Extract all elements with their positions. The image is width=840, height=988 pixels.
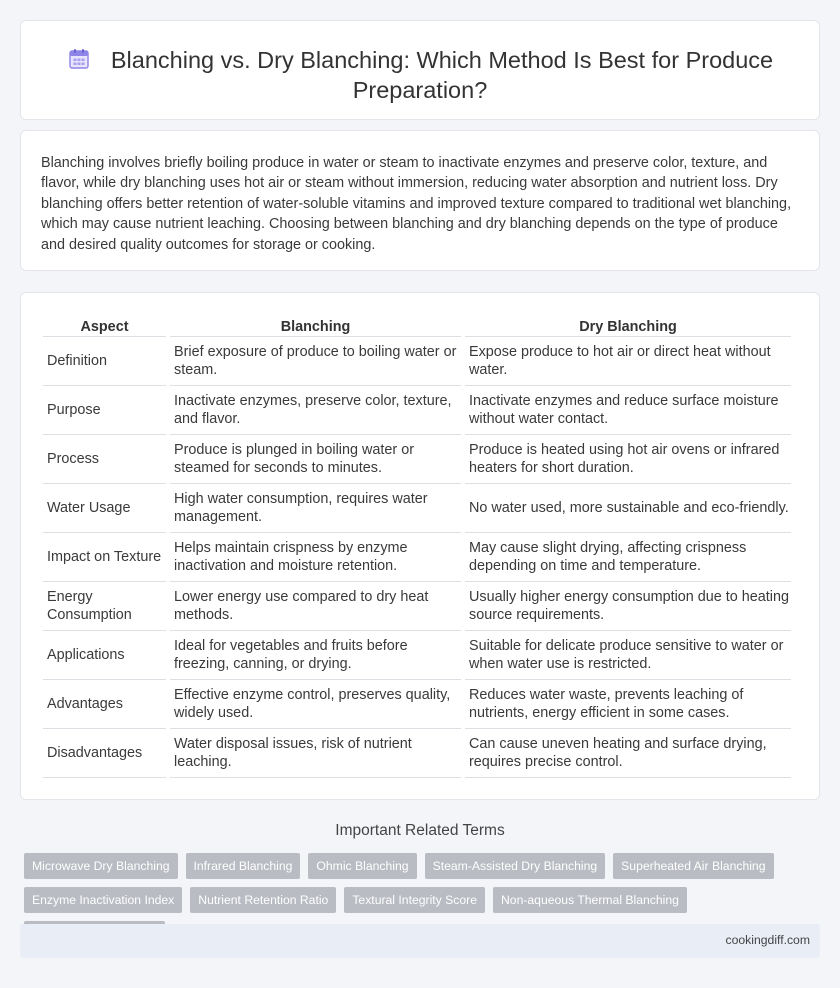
row-blanching: Brief exposure of produce to boiling water or steam. (170, 337, 461, 386)
row-blanching: Lower energy use compared to dry heat methods. (170, 582, 461, 631)
table-row (43, 533, 791, 582)
row-aspect: Disadvantages (43, 729, 166, 778)
table-row (43, 631, 791, 680)
intro-text: Blanching involves briefly boiling produce in water or steam to inactivate enzymes and preserve color, texture, and flavor, while dry blanching uses hot air or steam without immersion, reducing water absorption and nutrient loss. Dry blanching offers better retention of water-soluble vitamins and improved texture compared to traditional wet blanching, which may cause nutrient leaching. Choosing between blanching and dry blanching depends on the type of produce and desired quality outcomes for storage or cooking. (41, 155, 792, 253)
row-dry-blanching: Expose produce to hot air or direct heat without water. (465, 337, 791, 386)
footer (20, 924, 820, 958)
table-row (43, 386, 791, 435)
table-row (43, 484, 791, 533)
row-dry-blanching: Usually higher energy consumption due to heating source requirements. (465, 582, 791, 631)
row-blanching: Effective enzyme control, preserves quality, widely used. (170, 680, 461, 729)
row-blanching: Ideal for vegetables and fruits before freezing, canning, or drying. (170, 631, 461, 680)
row-blanching: Helps maintain crispness by enzyme inactivation and moisture retention. (170, 533, 461, 582)
table-row (43, 337, 791, 386)
calendar-icon (67, 47, 91, 71)
row-blanching: High water consumption, requires water management. (170, 484, 461, 533)
row-aspect: Energy Consumption (43, 582, 166, 631)
page-title-wrap (21, 45, 819, 105)
table-row (43, 729, 791, 778)
related-term-tag[interactable]: Nutrient Retention Ratio (190, 887, 336, 913)
related-term-tag[interactable]: Non-aqueous Thermal Blanching (493, 887, 687, 913)
table-row (43, 680, 791, 729)
related-term-tag[interactable]: Ohmic Blanching (308, 853, 416, 879)
row-aspect: Applications (43, 631, 166, 680)
header-blanching: Blanching (170, 315, 461, 337)
intro-card (20, 130, 820, 271)
related-term-tag[interactable]: Enzyme Inactivation Index (24, 887, 182, 913)
row-dry-blanching: Reduces water waste, prevents leaching of nutrients, energy efficient in some cases. (465, 680, 791, 729)
row-blanching: Produce is plunged in boiling water or steamed for seconds to minutes. (170, 435, 461, 484)
header-dry-blanching: Dry Blanching (465, 315, 791, 337)
related-term-tag[interactable]: Superheated Air Blanching (613, 853, 773, 879)
row-aspect: Advantages (43, 680, 166, 729)
row-blanching: Inactivate enzymes, preserve color, texture, and flavor. (170, 386, 461, 435)
table-header-row (43, 315, 791, 337)
footer-site-link[interactable]: cookingdiff.com (725, 933, 810, 947)
row-aspect: Impact on Texture (43, 533, 166, 582)
row-dry-blanching: Can cause uneven heating and surface drying, requires precise control. (465, 729, 791, 778)
related-term-tag[interactable]: Steam-Assisted Dry Blanching (425, 853, 606, 879)
page-title: Blanching vs. Dry Blanching: Which Method Is Best for Produce Preparation? (110, 47, 774, 103)
row-aspect: Process (43, 435, 166, 484)
header-aspect: Aspect (43, 315, 166, 337)
row-dry-blanching: Inactivate enzymes and reduce surface moisture without water contact. (465, 386, 791, 435)
related-terms-title: Important Related Terms (335, 822, 505, 839)
table-row (43, 582, 791, 631)
row-dry-blanching: Suitable for delicate produce sensitive to water or when water use is restricted. (465, 631, 791, 680)
header-card (20, 20, 820, 120)
comparison-table-card (20, 292, 820, 800)
table-row (43, 435, 791, 484)
row-aspect: Purpose (43, 386, 166, 435)
related-term-tag[interactable]: Microwave Dry Blanching (24, 853, 178, 879)
related-term-tag[interactable]: Infrared Blanching (186, 853, 301, 879)
row-dry-blanching: No water used, more sustainable and eco-friendly. (465, 484, 791, 533)
row-blanching: Water disposal issues, risk of nutrient leaching. (170, 729, 461, 778)
comparison-table (39, 315, 795, 778)
row-aspect: Definition (43, 337, 166, 386)
row-dry-blanching: Produce is heated using hot air ovens or infrared heaters for short duration. (465, 435, 791, 484)
row-aspect: Water Usage (43, 484, 166, 533)
row-dry-blanching: May cause slight drying, affecting crispness depending on time and temperature. (465, 533, 791, 582)
related-term-tag[interactable]: Textural Integrity Score (344, 887, 485, 913)
